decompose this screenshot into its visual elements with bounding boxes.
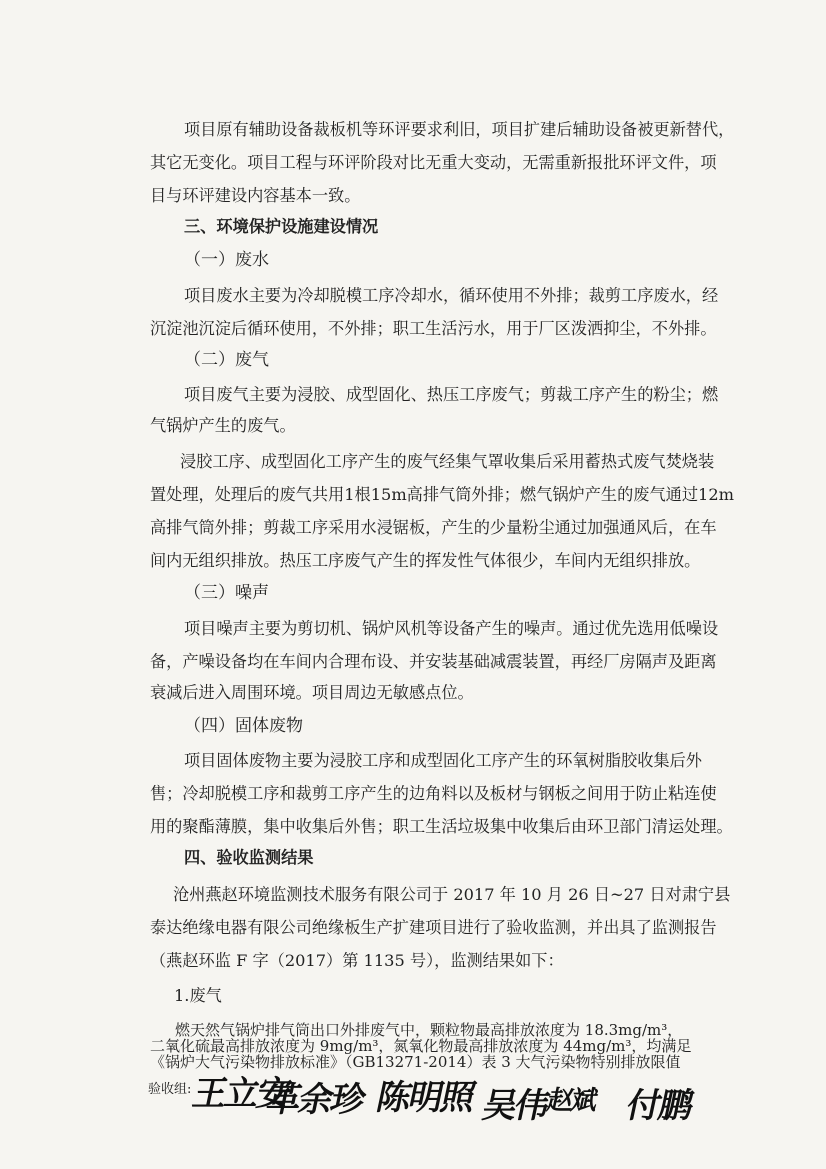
paragraph-line: （燕赵环监 F 字（2017）第 1135 号），监测结果如下： xyxy=(150,951,564,970)
paragraph-line: 间内无组织排放。热压工序废气产生的挥发性气体很少，车间内无组织排放。 xyxy=(150,551,701,570)
handwritten-signature: 吴伟 xyxy=(479,1086,552,1126)
paragraph-line: 浸胶工序、成型固化工序产生的废气经集气罩收集后采用蓄热式废气焚烧装 xyxy=(180,452,715,471)
paragraph-line: 售；冷却脱模工序和裁剪工序产生的边角料以及板材与钢板之间用于防止粘连使 xyxy=(150,784,717,803)
section-heading-4: 四、验收监测结果 xyxy=(184,848,314,867)
paragraph-line: 项目废气主要为浸胶、成型固化、热压工序废气；剪裁工序产生的粉尘；燃 xyxy=(184,385,719,404)
paragraph-line: 燃天然气锅炉排气筒出口外排废气中，颗粒物最高排放浓度为 18.3mg/m³， xyxy=(175,1021,683,1039)
paragraph-line: 备，产噪设备均在车间内合理布设、并安装基础减震装置，再经厂房隔声及距离 xyxy=(150,652,717,671)
paragraph-line: 沧州燕赵环境监测技术服务有限公司于 2017 年 10 月 26 日~27 日对肃宁县 xyxy=(173,885,731,904)
subsection-wastewater: （一）废水 xyxy=(184,250,269,270)
paragraph-line: 二氧化硫最高排放浓度为 9mg/m³，氮氧化物最高排放浓度为 44mg/m³，均满足 xyxy=(150,1037,692,1055)
paragraph-line: 沉淀池沉淀后循环使用，不外排；职工生活污水，用于厂区泼洒抑尘，不外排。 xyxy=(150,319,717,338)
handwritten-signature: 革余珍 xyxy=(263,1080,368,1120)
handwritten-signature: 王立安 xyxy=(189,1074,294,1114)
subsection-waste-gas: （二）废气 xyxy=(184,350,269,370)
subsection-solid-waste: （四）固体废物 xyxy=(184,716,303,736)
paragraph-line: 气锅炉产生的废气。 xyxy=(150,416,296,435)
paragraph-line: 项目固体废物主要为浸胶工序和成型固化工序产生的环氧树脂胶收集后外 xyxy=(184,751,702,770)
paragraph-line: 高排气筒外排；剪裁工序采用水浸锯板，产生的少量粉尘通过加强通风后，在车 xyxy=(150,518,717,537)
signature-label: 验收组: xyxy=(148,1082,192,1097)
handwritten-signature: 陈明照 xyxy=(373,1078,478,1118)
paragraph-line: 衰减后进入周围环境。项目周边无敏感点位。 xyxy=(150,683,474,702)
paragraph-line: 项目原有辅助设备裁板机等环评要求利旧，项目扩建后辅助设备被更新替代， xyxy=(184,120,735,139)
paragraph-line: 泰达绝缘电器有限公司绝缘板生产扩建项目进行了验收监测，并出具了监测报告 xyxy=(150,918,717,937)
section-heading-3: 三、环境保护设施建设情况 xyxy=(184,217,379,236)
subsection-noise: （三）噪声 xyxy=(184,583,269,603)
handwritten-signature: 付鹏 xyxy=(623,1086,696,1126)
paragraph-line: 用的聚酯薄膜，集中收集后外售；职工生活垃圾集中收集后由环卫部门清运处理。 xyxy=(150,817,733,836)
subsection-exhaust: 1.废气 xyxy=(174,986,222,1005)
handwritten-signature: 赵斌 xyxy=(544,1086,599,1116)
paragraph-line: 项目废水主要为冷却脱模工序冷却水，循环使用不外排；裁剪工序废水，经 xyxy=(184,286,719,305)
paragraph-line: 置处理，处理后的废气共用1根15m高排气筒外排；燃气锅炉产生的废气通过12m xyxy=(150,485,735,504)
paragraph-line: 《锅炉大气污染物排放标准》（GB13271-2014）表 3 大气污染物特别排放限值 xyxy=(150,1053,681,1071)
paragraph-line: 项目噪声主要为剪切机、锅炉风机等设备产生的噪声。通过优先选用低噪设 xyxy=(184,619,719,638)
paragraph-line: 目与环评建设内容基本一致。 xyxy=(150,186,361,205)
paragraph-line: 其它无变化。项目工程与环评阶段对比无重大变动，无需重新报批环评文件，项 xyxy=(150,153,717,172)
